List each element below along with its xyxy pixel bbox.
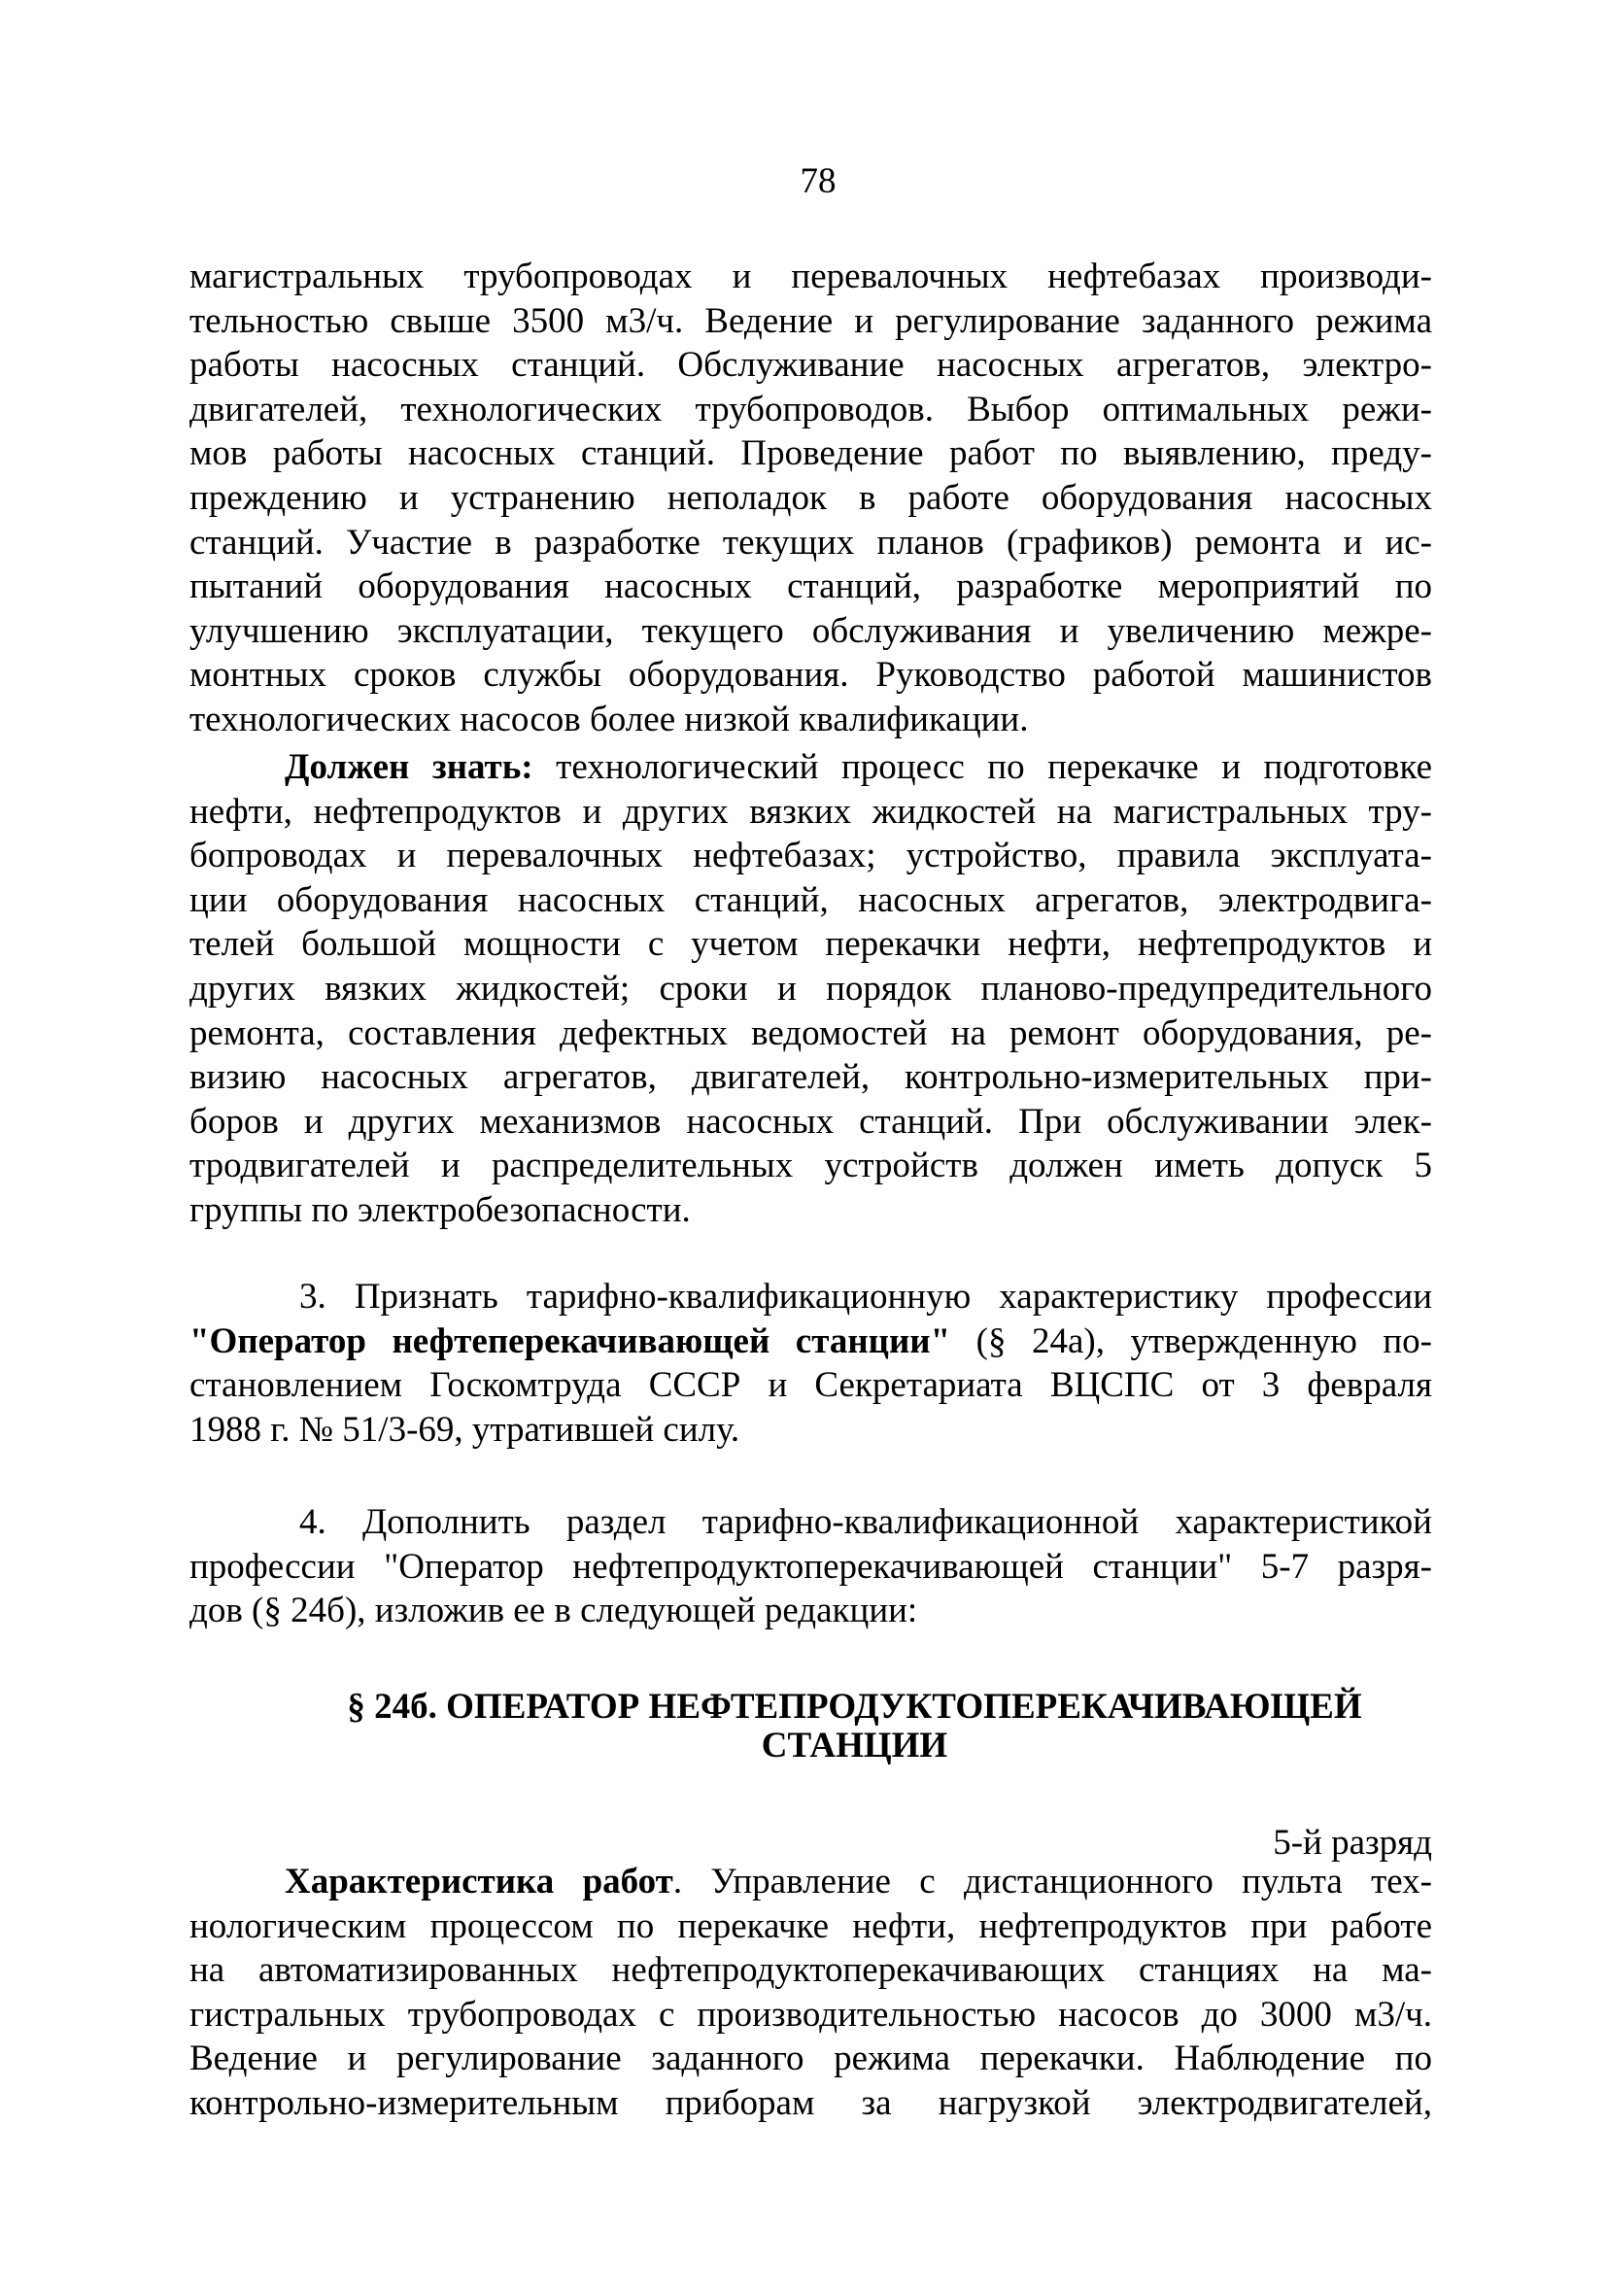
text-line: бопроводах и перевалочных нефтебазах; устройство, правила эксплуата- [189,836,1432,876]
text-line: нологическим процессом по перекачке нефти, нефтепродуктов при работе [189,1905,1432,1946]
text-line: 4. Дополнить раздел тарифно-квалификационной характеристикой [299,1502,1432,1542]
bold-term: "Оператор нефтеперекачивающей станции" [189,1320,951,1361]
text-line: ремонта, составления дефектных ведомостей на ремонт оборудования, ре- [189,1012,1432,1053]
text-line: визию насосных агрегатов, двигателей, контрольно-измерительных при- [189,1057,1432,1098]
text-line: 1988 г. № 51/3-69, утратившей силу. [189,1409,740,1450]
text-line: Ведение и регулирование заданного режима перекачки. Наблюдение по [189,2039,1432,2079]
text-line: нефти, нефтепродуктов и других вязких жидкостей на магистральных тру- [189,791,1432,832]
bold-term: Должен знать: [285,747,533,787]
text-line: 3. Признать тарифно-квалификационную характеристику профессии [299,1277,1432,1317]
text-line: группы по электробезопасности. [189,1189,691,1230]
page-number: 78 [800,161,837,201]
text-line: других вязких жидкостей; сроки и порядок планово-предупредительного [189,968,1432,1009]
paragraph-item-4 [189,1500,1432,1633]
text-line: контрольно-измерительным приборам за нагрузкой электродвигателей, [189,2082,1432,2123]
text-line: работы насосных станций. Обслуживание насосных агрегатов, электро- [189,345,1432,386]
text-line: улучшению эксплуатации, текущего обслуживания и увеличению межре- [189,610,1432,651]
text-line: мов работы насосных станций. Проведение работ по выявлению, преду- [189,433,1432,474]
text-line: телей большой мощности с учетом перекачки нефти, нефтепродуктов и [189,924,1432,965]
heading-line-1: § 24б. ОПЕРАТОР НЕФТЕПРОДУКТОПЕРЕКАЧИВАЮЩЕЙ [347,1687,1362,1727]
text-line: ции оборудования насосных станций, насосных агрегатов, электродвига- [189,879,1432,920]
line-text: . Управление с дистанционного пульта тех- [672,1862,1432,1902]
line-text: (§ 24а), утвержденную по- [950,1320,1433,1361]
text-line: на автоматизированных нефтепродуктоперекачивающих станциях на ма- [189,1950,1432,1991]
section-heading [189,1688,1432,1765]
text-line: монтных сроков службы оборудования. Руководство работой машинистов [189,655,1432,696]
text-line: тродвигателей и распределительных устройств должен иметь допуск 5 [189,1146,1432,1186]
text-line: тельностью свыше 3500 м3/ч. Ведение и регулирование заданного режима [189,300,1432,341]
text-line: профессии "Оператор нефтепродуктоперекачивающей станции" 5-7 разря- [189,1546,1432,1587]
text-line: технологических насосов более низкой квалификации. [189,699,1029,739]
text-line: пытаний оборудования насосных станций, разработке мероприятий по [189,566,1432,607]
grade-label: 5-й разряд [1273,1823,1432,1863]
text-line: магистральных трубопроводах и перевалочных нефтебазах производи- [189,257,1432,296]
bold-term: Характеристика работ [285,1862,673,1902]
text-line: двигателей, технологических трубопроводов. Выбор оптимальных режи- [189,389,1432,429]
paragraph-item-3 [189,1275,1432,1452]
text-line: становлением Госкомтруда СССР и Секретариата ВЦСПС от 3 февраля [189,1365,1432,1406]
text-line [189,745,1432,790]
heading-line-2: СТАНЦИИ [761,1726,948,1765]
text-line: преждению и устранению неполадок в работе оборудования насосных [189,477,1432,518]
text-line [189,1319,1432,1364]
paragraph-must-know [189,745,1432,1233]
paragraph-duties-continued [189,255,1432,742]
text-line: станций. Участие в разработке текущих планов (графиков) ремонта и ис- [189,522,1432,563]
line-text: технологический процесс по перекачке и подготовке [532,747,1432,787]
text-line: боров и других механизмов насосных станций. При обслуживании элек- [189,1101,1432,1142]
text-line [189,1860,1432,1904]
text-line: дов (§ 24б), изложив ее в следующей редакции: [189,1591,918,1631]
text-line: гистральных трубопроводах с производительностью насосов до 3000 м3/ч. [189,1994,1432,2035]
paragraph-work-characteristics [189,1860,1432,2126]
